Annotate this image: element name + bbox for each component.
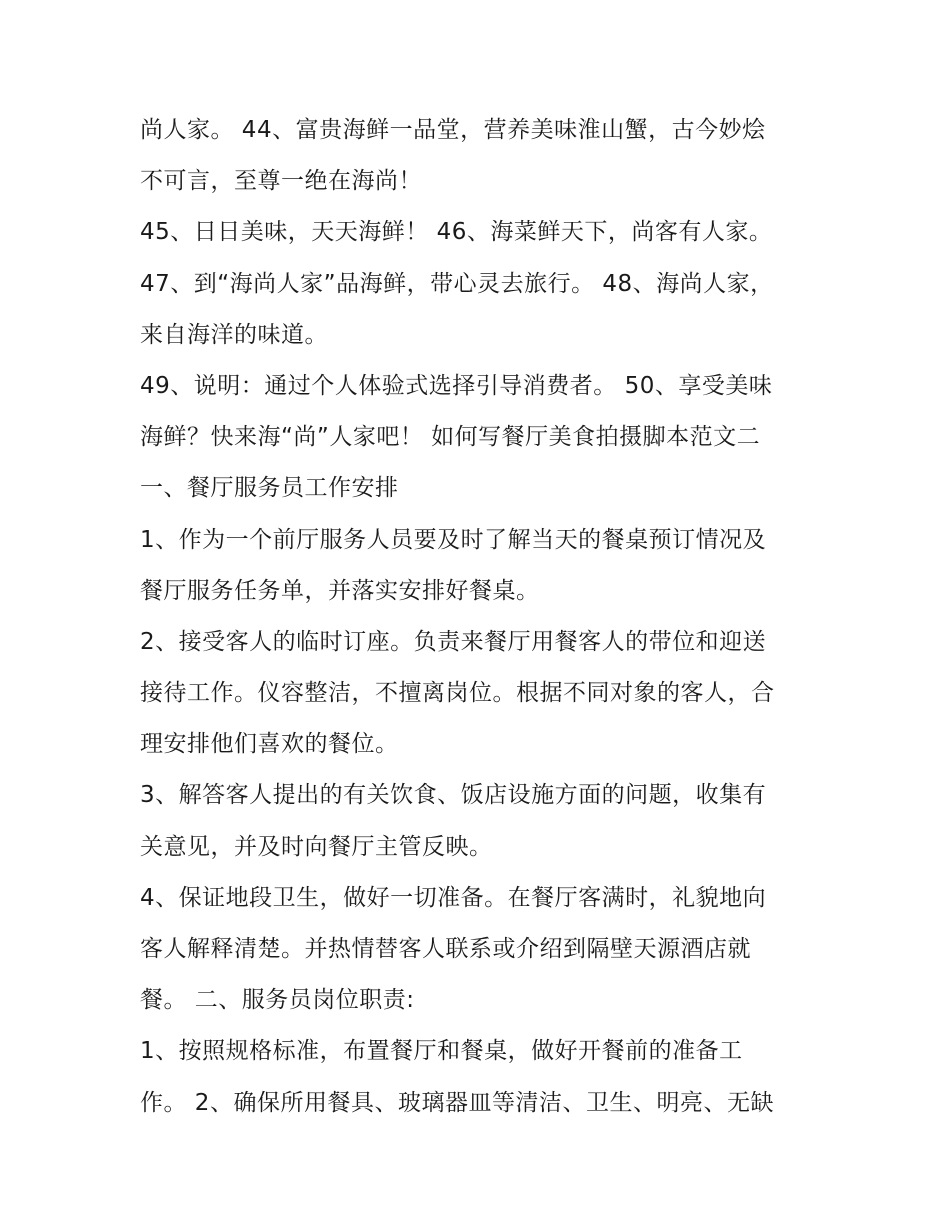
section-heading: 一、餐厅服务员工作安排 [140, 475, 399, 502]
text-line: 45、日日美味，天天海鲜！ 46、海菜鲜天下，尚客有人家。 [140, 219, 773, 246]
text-line: 1、作为一个前厅服务人员要及时了解当天的餐桌预订情况及 [140, 526, 767, 553]
text-line: 作。 2、确保所用餐具、玻璃器皿等清洁、卫生、明亮、无缺 [140, 1089, 774, 1116]
text-line: 来自海洋的味道。 [140, 321, 328, 348]
text-line: 关意见，并及时向餐厅主管反映。 [140, 833, 493, 860]
text-line: 餐厅服务任务单，并落实安排好餐桌。 [140, 577, 540, 604]
text-line: 47、到“海尚人家”品海鲜，带心灵去旅行。 48、海尚人家， [140, 270, 774, 297]
text-line: 4、保证地段卫生，做好一切准备。在餐厅客满时，礼貌地向 [140, 884, 767, 911]
document-body [140, 105, 840, 1129]
text-line: 海鲜？快来海“尚”人家吧！ 如何写餐厅美食拍摄脚本范文二 [140, 424, 761, 451]
text-line: 3、解答客人提出的有关饮食、饭店设施方面的问题，收集有 [140, 782, 767, 809]
text-line: 2、接受客人的临时订座。负责来餐厅用餐客人的带位和迎送 [140, 628, 767, 655]
text-line: 1、按照规格标准，布置餐厅和餐桌，做好开餐前的准备工 [140, 1038, 743, 1065]
text-line: 理安排他们喜欢的餐位。 [140, 731, 399, 758]
text-line: 餐。 二、服务员岗位职责: [140, 987, 415, 1014]
text-line: 尚人家。 44、富贵海鲜一品堂，营养美味淮山蟹，古今妙烩 [140, 117, 766, 143]
text-line: 接待工作。仪容整洁，不擅离岗位。根据不同对象的客人，合 [140, 680, 775, 707]
text-line: 49、说明：通过个人体验式选择引导消费者。 50、享受美味 [140, 372, 773, 399]
text-line: 客人解释清楚。并热情替客人联系或介绍到隔壁天源酒店就 [140, 936, 751, 962]
text-line: 不可言，至尊一绝在海尚！ [140, 168, 422, 195]
